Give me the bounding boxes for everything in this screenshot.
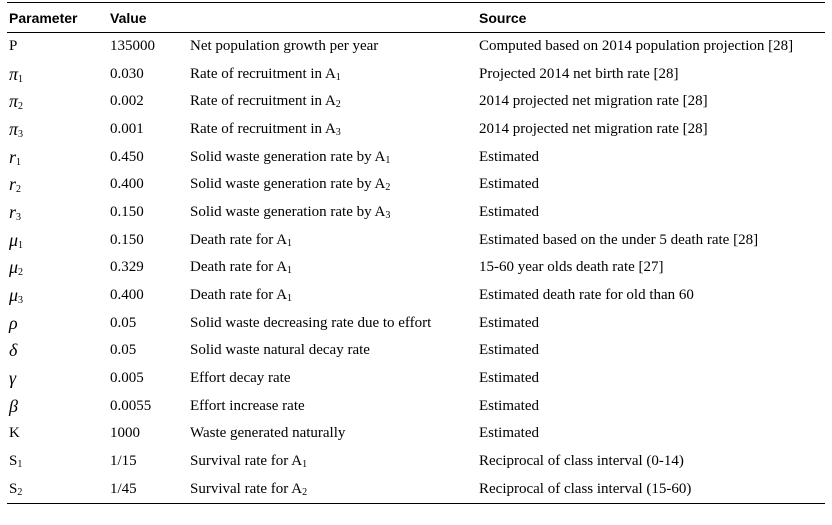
description-subscript: 2 — [385, 182, 391, 194]
parameter-description — [188, 365, 477, 393]
table-row — [7, 199, 825, 227]
parameter-value: 0.329 — [110, 259, 144, 276]
parameter-description — [188, 309, 477, 337]
table-body — [7, 33, 825, 504]
table-header — [7, 3, 825, 33]
parameter-subscript: 2 — [17, 486, 23, 498]
description-subscript: 3 — [335, 126, 341, 138]
parameter-source: Estimated — [479, 397, 539, 414]
parameter-symbol — [7, 337, 108, 365]
table-row — [7, 143, 825, 171]
description-text: Effort increase rate — [190, 397, 305, 414]
description-subscript: 3 — [385, 209, 391, 221]
parameter-symbol-text: r — [9, 174, 17, 195]
parameter-source: Reciprocal of class interval (0-14) — [479, 453, 684, 470]
parameter-source: Estimated death rate for old than 60 — [479, 287, 694, 304]
parameter-symbol — [7, 199, 108, 227]
parameter-value: 0.450 — [110, 148, 144, 165]
parameter-source: Estimated — [479, 342, 539, 359]
parameter-symbol-text: r — [9, 201, 17, 222]
parameter-symbol — [7, 226, 108, 254]
parameter-source: Projected 2014 net birth rate [28] — [479, 65, 679, 82]
description-text: Rate of recruitment in A — [190, 65, 336, 82]
parameter-value: 1/45 — [110, 480, 137, 497]
parameter-symbol — [7, 254, 108, 282]
description-text: Solid waste generation rate by A — [190, 148, 386, 165]
parameter-value: 0.400 — [110, 176, 144, 193]
parameter-symbol-text: S — [9, 453, 18, 470]
parameter-description — [188, 420, 477, 448]
parameter-symbol — [7, 365, 108, 393]
description-text: Waste generated naturally — [190, 425, 346, 442]
description-text: Survival rate for A — [190, 453, 303, 470]
parameter-source: 2014 projected net migration rate [28] — [479, 120, 708, 137]
parameter-value: 135000 — [110, 38, 155, 55]
parameter-source: Estimated — [479, 203, 539, 220]
parameter-subscript: 1 — [17, 459, 23, 471]
parameter-description — [188, 88, 477, 116]
parameter-value: 0.150 — [110, 231, 144, 248]
parameter-symbol — [7, 476, 108, 504]
parameter-subscript: 3 — [18, 295, 24, 307]
parameter-symbol — [7, 171, 108, 199]
parameter-source: Estimated — [479, 176, 539, 193]
parameter-subscript: 1 — [18, 239, 24, 251]
parameter-source: Estimated — [479, 425, 539, 442]
header-description — [188, 3, 477, 33]
parameter-symbol — [7, 33, 108, 61]
table-row — [7, 226, 825, 254]
description-text: Death rate for A — [190, 231, 288, 248]
parameter-value: 1000 — [110, 425, 140, 442]
parameter-symbol-text: S — [9, 480, 18, 497]
parameter-description — [188, 116, 477, 144]
parameter-description — [188, 143, 477, 171]
parameter-subscript: 1 — [16, 156, 22, 168]
description-text: Net population growth per year — [190, 38, 379, 55]
parameter-symbol-text: π — [9, 63, 19, 84]
parameter-subscript: 2 — [18, 101, 24, 113]
parameter-source: Computed based on 2014 population projection [28] — [479, 38, 794, 55]
parameter-source: Estimated — [479, 370, 539, 387]
parameter-description — [188, 282, 477, 310]
description-text: Effort decay rate — [190, 370, 291, 387]
parameter-symbol-text: γ — [9, 368, 17, 389]
parameter-symbol-text: K — [9, 425, 20, 442]
description-text: Death rate for A — [190, 259, 288, 276]
parameter-symbol-text: μ — [9, 229, 19, 250]
parameter-source: 15-60 year olds death rate [27] — [479, 259, 664, 276]
description-subscript: 1 — [335, 71, 341, 83]
description-text: Death rate for A — [190, 287, 288, 304]
description-text: Solid waste natural decay rate — [190, 342, 370, 359]
table-row — [7, 392, 825, 420]
parameter-symbol-text: π — [9, 118, 19, 139]
table-row — [7, 88, 825, 116]
parameter-symbol — [7, 60, 108, 88]
parameter-symbol-text: π — [9, 91, 19, 112]
parameter-subscript: 3 — [18, 128, 24, 140]
table-row — [7, 282, 825, 310]
table-row — [7, 33, 825, 61]
parameter-symbol — [7, 448, 108, 476]
parameter-symbol — [7, 88, 108, 116]
table-row — [7, 254, 825, 282]
parameter-symbol-text: β — [9, 395, 18, 416]
parameter-value: 1/15 — [110, 453, 137, 470]
description-text: Survival rate for A — [190, 480, 303, 497]
parameter-value: 0.030 — [110, 65, 144, 82]
table-row — [7, 420, 825, 448]
parameter-value: 0.002 — [110, 93, 144, 110]
parameter-symbol — [7, 309, 108, 337]
parameter-description — [188, 33, 477, 61]
parameter-symbol — [7, 282, 108, 310]
parameter-symbol-text: μ — [9, 285, 19, 306]
parameter-symbol-text: μ — [9, 257, 19, 278]
parameter-symbol-text: δ — [9, 340, 18, 361]
parameter-value: 0.001 — [110, 120, 144, 137]
description-text: Rate of recruitment in A — [190, 120, 336, 137]
parameter-symbol-text: P — [9, 38, 18, 55]
parameter-value: 0.150 — [110, 203, 144, 220]
parameter-symbol-text: r — [9, 146, 17, 167]
table-row — [7, 60, 825, 88]
parameter-description — [188, 337, 477, 365]
parameter-subscript: 2 — [16, 184, 22, 196]
parameter-value: 0.05 — [110, 342, 137, 359]
parameter-description — [188, 199, 477, 227]
parameter-description — [188, 392, 477, 420]
table-row — [7, 448, 825, 476]
table-row — [7, 116, 825, 144]
description-text: Solid waste generation rate by A — [190, 203, 386, 220]
header-row — [7, 3, 825, 33]
parameter-symbol — [7, 420, 108, 448]
parameter-subscript: 3 — [16, 211, 22, 223]
table-row — [7, 365, 825, 393]
parameter-subscript: 2 — [18, 267, 24, 279]
parameter-table — [7, 2, 825, 504]
parameter-source: Reciprocal of class interval (15-60) — [479, 480, 692, 497]
table-row — [7, 309, 825, 337]
description-subscript: 1 — [302, 459, 308, 471]
parameter-symbol — [7, 392, 108, 420]
description-subscript: 1 — [287, 265, 293, 277]
description-subscript: 1 — [287, 293, 293, 305]
table-row — [7, 171, 825, 199]
description-subscript: 1 — [385, 154, 391, 166]
parameter-description — [188, 171, 477, 199]
description-text: Solid waste decreasing rate due to effort — [190, 314, 432, 331]
table-row — [7, 476, 825, 504]
parameter-source: Estimated based on the under 5 death rate [28] — [479, 231, 759, 248]
parameter-symbol — [7, 116, 108, 144]
parameter-description — [188, 476, 477, 504]
table-row — [7, 337, 825, 365]
parameter-description — [188, 254, 477, 282]
parameter-value: 0.005 — [110, 370, 144, 387]
parameter-value: 0.400 — [110, 287, 144, 304]
parameter-description — [188, 60, 477, 88]
header-source: Source — [479, 9, 527, 26]
parameter-description — [188, 448, 477, 476]
description-subscript: 2 — [302, 486, 308, 498]
parameter-symbol-text: ρ — [9, 312, 18, 333]
header-parameter: Parameter — [9, 9, 78, 26]
parameter-value: 0.0055 — [110, 397, 152, 414]
parameter-table-container — [7, 2, 825, 504]
description-text: Solid waste generation rate by A — [190, 176, 386, 193]
parameter-subscript: 1 — [18, 73, 24, 85]
parameter-source: 2014 projected net migration rate [28] — [479, 93, 708, 110]
parameter-source: Estimated — [479, 148, 539, 165]
description-subscript: 1 — [287, 237, 293, 249]
parameter-description — [188, 226, 477, 254]
description-text: Rate of recruitment in A — [190, 93, 336, 110]
parameter-value: 0.05 — [110, 314, 137, 331]
parameter-symbol — [7, 143, 108, 171]
parameter-source: Estimated — [479, 314, 539, 331]
header-value: Value — [110, 9, 147, 26]
description-subscript: 2 — [335, 99, 341, 111]
